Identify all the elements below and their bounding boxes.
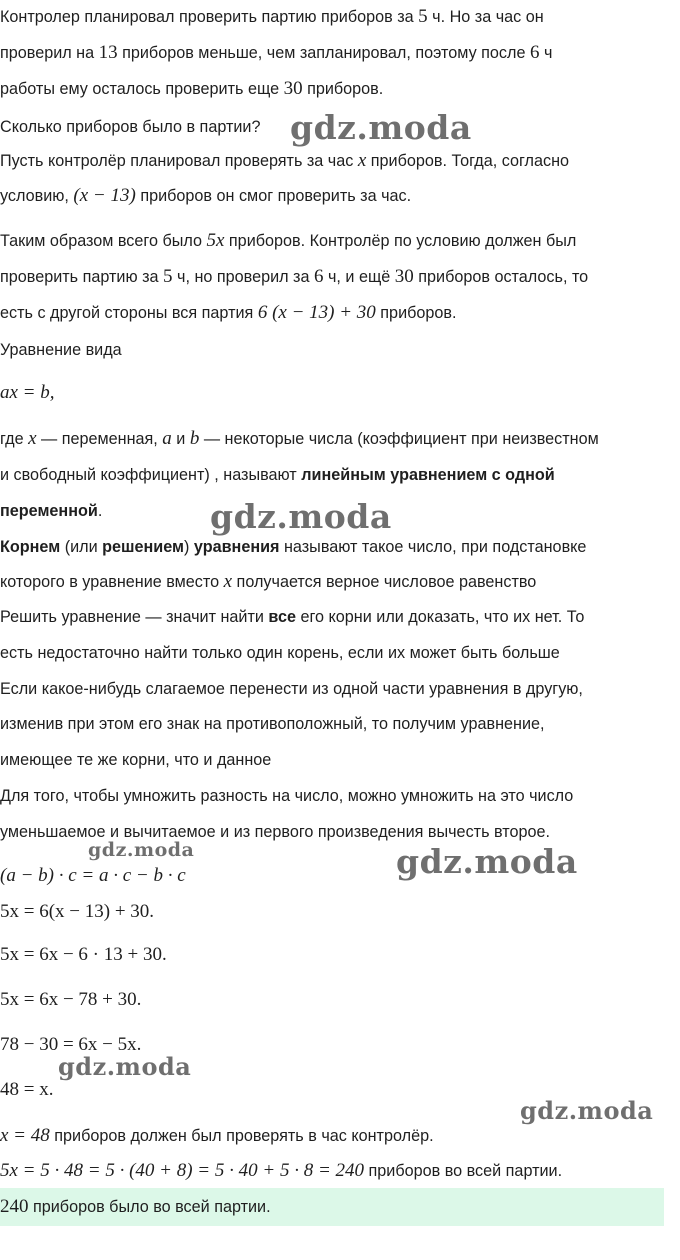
problem-line-3: работы ему осталось проверить еще 30 приборов. <box>0 78 384 99</box>
equation-3: 5x = 6x − 78 + 30. <box>0 989 142 1010</box>
equation-4: 78 − 30 = 6x − 5x. <box>0 1034 142 1055</box>
theory-line-13: Для того, чтобы умножить разность на число, можно умножить на это число <box>0 787 574 805</box>
theory-line-9: есть недостаточно найти только один корень, если их может быть больше <box>0 644 560 662</box>
theory-line-6: Корнем (или решением) уравнения называют такое число, при подстановке <box>0 538 587 556</box>
theory-line-8: Решить уравнение — значит найти все его корни или доказать, что их нет. То <box>0 608 585 626</box>
theory-line-7: которого в уравнение вместо x получается верное числовое равенство <box>0 571 537 592</box>
answer-text: 240 приборов было во всей партии. <box>0 1196 271 1217</box>
solution-line-2: условию, (x − 13) приборов он смог проверить за час. <box>0 185 412 206</box>
theory-line-12: имеющее те же корни, что и данное <box>0 751 272 769</box>
watermark: gdz.moda <box>520 1096 654 1125</box>
equation-6: x = 48 приборов должен был проверять в час контролёр. <box>0 1125 434 1146</box>
solution-line-5: есть с другой стороны вся партия 6 (x − 13) + 30 приборов. <box>0 302 457 323</box>
theory-line-1: Уравнение вида <box>0 341 122 359</box>
theory-formula-linear: ax = b, <box>0 382 55 403</box>
theory-line-4: и свободный коэффициент) , называют линейным уравнением с одной <box>0 466 555 484</box>
watermark: gdz.moda <box>88 839 195 861</box>
equation-5: 48 = x. <box>0 1079 54 1100</box>
theory-formula-distributive: (a − b) · c = a · c − b · c <box>0 865 186 886</box>
watermark: gdz.moda <box>58 1052 192 1081</box>
theory-line-14: уменьшаемое и вычитаемое и из первого произведения вычесть второе. <box>0 823 550 841</box>
equation-2: 5x = 6x − 6 · 13 + 30. <box>0 944 167 965</box>
theory-line-10: Если какое-нибудь слагаемое перенести из одной части уравнения в другую, <box>0 680 583 698</box>
solution-line-4: проверить партию за 5 ч, но проверил за 6 ч, и ещё 30 приборов осталось, то <box>0 266 589 287</box>
problem-line-2: проверил на 13 приборов меньше, чем запланировал, поэтому после 6 ч <box>0 42 553 63</box>
theory-line-3: где x — переменная, a и b — некоторые числа (коэффициент при неизвестном <box>0 428 599 449</box>
equation-1: 5x = 6(x − 13) + 30. <box>0 901 155 922</box>
problem-line-1: Контролер планировал проверить партию приборов за 5 ч. Но за час он <box>0 6 544 27</box>
watermark: gdz.moda <box>396 842 578 881</box>
equation-7: 5x = 5 · 48 = 5 · (40 + 8) = 5 · 40 + 5 · 8 = 240 приборов во всей партии. <box>0 1160 563 1181</box>
problem-question: Сколько приборов было в партии? <box>0 118 261 136</box>
solution-line-3: Таким образом всего было 5x приборов. Контролёр по условию должен был <box>0 230 577 251</box>
watermark: gdz.moda <box>210 497 392 536</box>
theory-line-11: изменив при этом его знак на противоположный, то получим уравнение, <box>0 715 545 733</box>
theory-line-5: переменной. <box>0 502 103 520</box>
solution-line-1: Пусть контролёр планировал проверять за час x приборов. Тогда, согласно <box>0 150 570 171</box>
watermark: gdz.moda <box>290 108 472 147</box>
